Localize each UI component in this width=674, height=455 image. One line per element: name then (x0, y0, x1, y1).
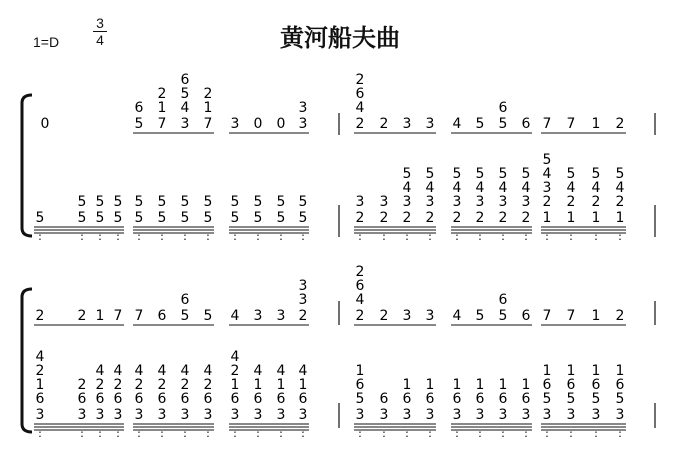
note: 3 (230, 407, 240, 423)
note: 5 (203, 308, 213, 324)
note: 3 (95, 407, 105, 423)
octave-dots: : (594, 230, 598, 243)
note: 2 (77, 308, 87, 324)
note: 2 (425, 210, 435, 226)
octave-dots: : (137, 427, 141, 440)
note: 3 (542, 407, 552, 423)
octave-dots: : (545, 427, 549, 440)
chord-note: 3 (475, 194, 485, 210)
octave-dots: : (160, 427, 164, 440)
chord-note: 4 (475, 180, 485, 196)
chord-note: 4 (95, 363, 105, 379)
chord-note: 1 (35, 377, 45, 393)
chord-note: 6 (402, 391, 412, 407)
note: 3 (230, 116, 240, 132)
note: 2 (475, 210, 485, 226)
chord-note: 2 (203, 377, 213, 393)
octave-dots: : (183, 230, 187, 243)
note: 3 (203, 407, 213, 423)
note: 4 (230, 308, 240, 324)
chord-note: 4 (203, 363, 213, 379)
note: 5 (298, 210, 308, 226)
key-signature: 1=D (33, 34, 60, 50)
chord-note: 6 (566, 377, 576, 393)
chord-note: 4 (35, 349, 45, 365)
note: 5 (253, 210, 263, 226)
note: 3 (379, 407, 389, 423)
note: 6 (157, 308, 167, 324)
chord-note: 6 (355, 278, 365, 294)
chord-note: 2 (230, 363, 240, 379)
chord-note: 2 (542, 194, 552, 210)
note: 2 (379, 308, 389, 324)
chord-note: 2 (203, 86, 213, 102)
note: 5 (230, 210, 240, 226)
note: 6 (521, 308, 531, 324)
note: 7 (157, 116, 167, 132)
chord-note: 2 (77, 377, 87, 393)
chord-note: 5 (203, 194, 213, 210)
note: 5 (134, 116, 144, 132)
octave-dots: : (206, 230, 210, 243)
chord-note: 1 (230, 377, 240, 393)
note: 2 (379, 210, 389, 226)
note: 3 (402, 308, 412, 324)
note: 3 (425, 116, 435, 132)
chord-note: 2 (355, 72, 365, 88)
note: 2 (379, 116, 389, 132)
octave-dots: : (405, 427, 409, 440)
chord-note: 4 (591, 180, 601, 196)
note: 2 (498, 210, 508, 226)
note: 7 (566, 308, 576, 324)
chord-note: 3 (355, 194, 365, 210)
chord-note: 5 (615, 391, 625, 407)
chord-note: 1 (253, 377, 263, 393)
chord-note: 4 (180, 100, 190, 116)
chord-note: 1 (542, 363, 552, 379)
note: 4 (452, 308, 462, 324)
system-bracket (22, 95, 32, 236)
octave-dots: : (256, 427, 260, 440)
note: 3 (157, 407, 167, 423)
octave-dots: : (594, 427, 598, 440)
chord-note: 5 (498, 166, 508, 182)
chord-note: 3 (542, 180, 552, 196)
note: 2 (298, 308, 308, 324)
octave-dots: : (98, 427, 102, 440)
octave-dots: : (455, 427, 459, 440)
note: 1 (591, 308, 601, 324)
chord-note: 3 (521, 194, 531, 210)
note: 3 (298, 407, 308, 423)
note: 5 (180, 210, 190, 226)
note: 5 (475, 116, 485, 132)
octave-dots: : (137, 230, 141, 243)
chord-note: 3 (379, 194, 389, 210)
chord-note: 6 (498, 100, 508, 116)
octave-dots: : (405, 230, 409, 243)
note: 1 (591, 116, 601, 132)
note: 3 (276, 407, 286, 423)
octave-dots: : (524, 230, 528, 243)
octave-dots: : (279, 427, 283, 440)
note: 5 (35, 210, 45, 226)
chord-note: 2 (615, 194, 625, 210)
chord-note: 1 (452, 377, 462, 393)
chord-note: 1 (498, 377, 508, 393)
chord-note: 1 (615, 363, 625, 379)
octave-dots: : (38, 230, 42, 243)
chord-note: 5 (134, 194, 144, 210)
chord-note: 6 (542, 377, 552, 393)
chord-note: 5 (355, 391, 365, 407)
octave-dots: : (358, 427, 362, 440)
chord-note: 6 (475, 391, 485, 407)
octave-dots: : (183, 427, 187, 440)
chord-note: 6 (615, 377, 625, 393)
note: 7 (566, 116, 576, 132)
note: 2 (35, 308, 45, 324)
chord-note: 1 (402, 377, 412, 393)
chord-note: 6 (203, 391, 213, 407)
note: 3 (521, 407, 531, 423)
octave-dots: : (98, 230, 102, 243)
note: 2 (521, 210, 531, 226)
chord-note: 2 (95, 377, 105, 393)
chord-note: 6 (180, 391, 190, 407)
chord-note: 1 (591, 363, 601, 379)
note: 2 (615, 116, 625, 132)
chord-note: 4 (498, 180, 508, 196)
note: 3 (180, 407, 190, 423)
note: 3 (180, 116, 190, 132)
chord-note: 4 (566, 180, 576, 196)
note: 5 (498, 308, 508, 324)
octave-dots: : (545, 230, 549, 243)
time-signature-bottom: 4 (96, 32, 104, 48)
chord-note: 6 (355, 377, 365, 393)
note: 1 (615, 210, 625, 226)
chord-note: 3 (452, 194, 462, 210)
octave-dots: : (428, 427, 432, 440)
chord-note: 5 (542, 391, 552, 407)
note: 3 (452, 407, 462, 423)
chord-note: 3 (298, 278, 308, 294)
chord-note: 4 (402, 180, 412, 196)
octave-dots: : (618, 427, 622, 440)
chord-note: 1 (521, 377, 531, 393)
chord-note: 6 (157, 391, 167, 407)
octave-dots: : (358, 230, 362, 243)
chord-note: 5 (615, 166, 625, 182)
note: 2 (355, 116, 365, 132)
octave-dots: : (455, 230, 459, 243)
note: 1 (95, 308, 105, 324)
note: 0 (253, 116, 263, 132)
chord-note: 5 (591, 391, 601, 407)
score-title: 黄河船夫曲 (280, 23, 400, 52)
note: 0 (276, 116, 286, 132)
octave-dots: : (38, 427, 42, 440)
chord-note: 1 (157, 100, 167, 116)
chord-note: 1 (566, 363, 576, 379)
chord-note: 1 (203, 100, 213, 116)
chord-note: 5 (253, 194, 263, 210)
note: 5 (276, 210, 286, 226)
chord-note: 1 (276, 377, 286, 393)
chord-note: 4 (452, 180, 462, 196)
chord-note: 2 (113, 377, 123, 393)
octave-dots: : (569, 230, 573, 243)
chord-note: 1 (355, 363, 365, 379)
chord-note: 5 (298, 194, 308, 210)
time-signature-top: 3 (96, 15, 104, 31)
note: 3 (475, 407, 485, 423)
note: 5 (475, 308, 485, 324)
note: 3 (113, 407, 123, 423)
note: 3 (298, 116, 308, 132)
octave-dots: : (116, 230, 120, 243)
note: 3 (591, 407, 601, 423)
octave-dots: : (206, 427, 210, 440)
note: 7 (203, 116, 213, 132)
octave-dots: : (80, 427, 84, 440)
chord-note: 1 (425, 377, 435, 393)
note: 2 (355, 210, 365, 226)
note: 3 (498, 407, 508, 423)
chord-note: 6 (425, 391, 435, 407)
octave-dots: : (279, 230, 283, 243)
note: 2 (615, 308, 625, 324)
chord-note: 4 (521, 180, 531, 196)
octave-dots: : (478, 230, 482, 243)
chord-note: 6 (230, 391, 240, 407)
chord-note: 5 (77, 194, 87, 210)
note: 5 (77, 210, 87, 226)
octave-dots: : (80, 230, 84, 243)
octave-dots: : (382, 230, 386, 243)
chord-note: 4 (425, 180, 435, 196)
note: 3 (253, 407, 263, 423)
note: 3 (253, 308, 263, 324)
chord-note: 4 (276, 363, 286, 379)
note: 5 (157, 210, 167, 226)
chord-note: 5 (157, 194, 167, 210)
note: 3 (276, 308, 286, 324)
chord-note: 4 (355, 100, 365, 116)
chord-note: 5 (521, 166, 531, 182)
chord-note: 5 (591, 166, 601, 182)
note: 7 (542, 116, 552, 132)
chord-note: 4 (615, 180, 625, 196)
chord-note: 5 (113, 194, 123, 210)
note: 5 (498, 116, 508, 132)
note: 5 (113, 210, 123, 226)
chord-note: 1 (475, 377, 485, 393)
chord-note: 5 (402, 166, 412, 182)
chord-note: 6 (180, 72, 190, 88)
note: 3 (402, 407, 412, 423)
octave-dots: : (382, 427, 386, 440)
chord-note: 6 (298, 391, 308, 407)
octave-dots: : (116, 427, 120, 440)
note: 7 (542, 308, 552, 324)
chord-note: 2 (591, 194, 601, 210)
chord-note: 6 (379, 391, 389, 407)
note: 3 (566, 407, 576, 423)
chord-note: 6 (591, 377, 601, 393)
octave-dots: : (256, 230, 260, 243)
note: 3 (77, 407, 87, 423)
chord-note: 3 (298, 292, 308, 308)
note: 3 (35, 407, 45, 423)
chord-note: 4 (113, 363, 123, 379)
chord-note: 6 (134, 391, 144, 407)
chord-note: 4 (157, 363, 167, 379)
chord-note: 5 (95, 194, 105, 210)
note: 7 (113, 308, 123, 324)
note: 2 (402, 210, 412, 226)
octave-dots: : (233, 230, 237, 243)
note: 7 (134, 308, 144, 324)
chord-note: 4 (298, 363, 308, 379)
chord-note: 1 (298, 377, 308, 393)
chord-note: 3 (498, 194, 508, 210)
chord-note: 6 (180, 292, 190, 308)
chord-note: 6 (521, 391, 531, 407)
chord-note: 5 (276, 194, 286, 210)
octave-dots: : (428, 230, 432, 243)
chord-note: 2 (35, 363, 45, 379)
note: 1 (591, 210, 601, 226)
note: 6 (521, 116, 531, 132)
chord-note: 6 (35, 391, 45, 407)
chord-note: 2 (180, 377, 190, 393)
note: 1 (542, 210, 552, 226)
chord-note: 6 (113, 391, 123, 407)
octave-dots: : (524, 427, 528, 440)
note: 5 (180, 308, 190, 324)
chord-note: 4 (355, 292, 365, 308)
octave-dots: : (501, 427, 505, 440)
chord-note: 5 (180, 194, 190, 210)
octave-dots: : (160, 230, 164, 243)
octave-dots: : (233, 427, 237, 440)
note: 3 (402, 116, 412, 132)
octave-dots: : (501, 230, 505, 243)
chord-note: 2 (355, 264, 365, 280)
chord-note: 6 (498, 292, 508, 308)
note: 5 (203, 210, 213, 226)
chord-note: 4 (542, 166, 552, 182)
note: 3 (425, 407, 435, 423)
chord-note: 4 (253, 363, 263, 379)
chord-note: 4 (230, 349, 240, 365)
system-bracket (22, 289, 32, 432)
chord-note: 6 (498, 391, 508, 407)
chord-note: 2 (157, 377, 167, 393)
note: 1 (566, 210, 576, 226)
chord-note: 3 (425, 194, 435, 210)
chord-note: 6 (253, 391, 263, 407)
note: 5 (134, 210, 144, 226)
chord-note: 5 (566, 166, 576, 182)
chord-note: 2 (134, 377, 144, 393)
note: 4 (452, 116, 462, 132)
chord-note: 2 (566, 194, 576, 210)
chord-note: 6 (355, 86, 365, 102)
chord-note: 6 (95, 391, 105, 407)
note: 2 (355, 308, 365, 324)
chord-note: 6 (276, 391, 286, 407)
octave-dots: : (569, 427, 573, 440)
note: 3 (425, 308, 435, 324)
chord-note: 5 (452, 166, 462, 182)
note: 3 (615, 407, 625, 423)
rest-note: 0 (40, 116, 50, 132)
octave-dots: : (618, 230, 622, 243)
octave-dots: : (478, 427, 482, 440)
chord-note: 6 (77, 391, 87, 407)
chord-note: 6 (452, 391, 462, 407)
chord-note: 4 (134, 363, 144, 379)
chord-note: 5 (425, 166, 435, 182)
chord-note: 5 (542, 152, 552, 168)
chord-note: 5 (180, 86, 190, 102)
octave-dots: : (301, 230, 305, 243)
chord-note: 3 (402, 194, 412, 210)
chord-note: 2 (157, 86, 167, 102)
chord-note: 5 (566, 391, 576, 407)
chord-note: 4 (180, 363, 190, 379)
note: 5 (95, 210, 105, 226)
octave-dots: : (301, 427, 305, 440)
chord-note: 5 (475, 166, 485, 182)
chord-note: 6 (134, 100, 144, 116)
chord-note: 5 (230, 194, 240, 210)
note: 2 (452, 210, 462, 226)
note: 3 (355, 407, 365, 423)
chord-note: 3 (298, 100, 308, 116)
note: 3 (134, 407, 144, 423)
